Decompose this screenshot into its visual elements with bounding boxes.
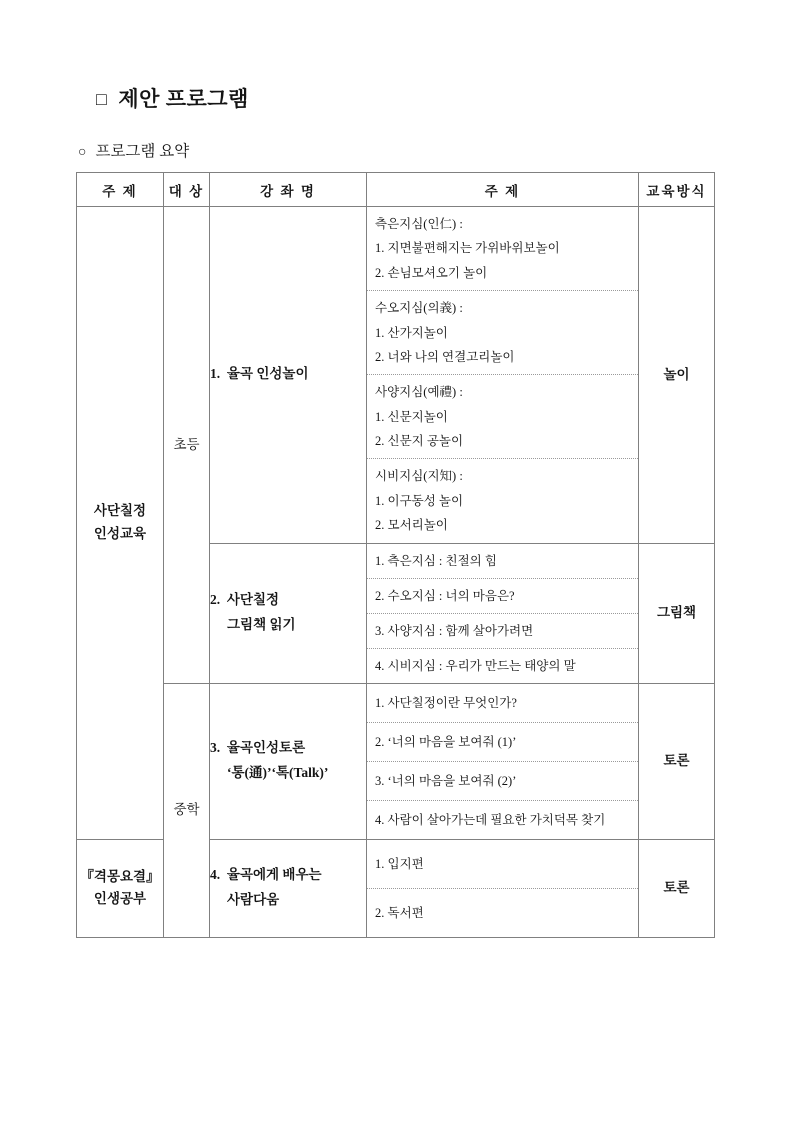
method-cell-picturebook: 그림책 [639,543,715,683]
subject-group [367,291,638,375]
target-cell-middle: 중학 [164,683,210,937]
subject-group-item: 2. 손님모셔오기 놀이 [375,265,488,280]
subject-row: 1. 측은지심 : 친절의 힘 [367,544,638,579]
course-2-line-2: 그림책 읽기 [227,617,296,632]
course-cell-3 [210,683,367,839]
page-title [96,83,249,113]
topic-line-1: 사단칠정 [93,503,147,519]
subject-group-item: 1. 산가지놀이 [375,325,448,340]
column-header-subject: 주 제 [367,173,639,207]
subject-group-item: 1. 이구동성 놀이 [375,493,464,508]
subject-group-head: 시비지심(지知) : [375,469,463,484]
subject-row-multiline [367,801,638,839]
course-cell-4 [210,839,367,937]
subject-row: 2. 수오지심 : 너의 마음은? [367,579,638,614]
course-4-line-2: 사람다움 [227,892,280,907]
subject-group-head: 측은지심(인仁) : [375,217,463,231]
table-row [77,207,715,544]
subject-cell-2 [367,543,639,683]
column-header-target: 대 상 [164,173,210,207]
subject-group-item: 2. 모서리놀이 [375,518,448,533]
topic-cell-gyeokmongyogyeol [77,839,164,937]
circle-bullet-icon: ○ [78,145,87,160]
section-subtitle [78,139,189,161]
method-cell-play: 놀이 [639,207,715,544]
course-3-line-2: ‘통(通)’‘톡(Talk)’ [227,765,329,780]
subject-group-list-1 [367,207,638,543]
course-1-line-1: 1. 율곡 인성놀이 [210,366,309,382]
program-summary-table [76,172,715,938]
subject-row: 1. 입지편 [367,840,638,889]
program-summary-table-wrapper [76,172,714,938]
subject-group-item: 2. 너와 나의 연결고리놀이 [375,349,515,364]
subject-cell-4 [367,839,639,937]
subject-row: 4. 시비지심 : 우리가 만드는 태양의 말 [375,658,576,673]
page-title-text: 제안 프로그램 [118,87,249,111]
subject-row: 3. 사양지심 : 함께 살아가려면 [367,614,638,649]
topic-line-2: 인생공부 [93,891,147,906]
target-cell-elementary: 초등 [164,207,210,684]
method-cell-debate-1: 토론 [639,683,715,839]
course-cell-1 [210,207,367,544]
course-4-line-1: 4. 율곡에게 배우는 [210,867,322,883]
subject-group-head: 수오지심(의義) : [375,301,463,316]
course-3-line-1: 3. 율곡인성토론 [210,740,306,756]
subject-row-line-2: 찾기 [581,812,606,827]
course-cell-2 [210,543,367,683]
course-2-line-1: 2. 사단칠정 [210,592,280,608]
square-bullet-icon: □ [96,89,108,109]
table-row [77,683,715,839]
subject-group-item: 2. 신문지 공놀이 [375,434,464,448]
subject-row: 2. 독서편 [375,905,424,920]
subject-row: 3. ‘너의 마음을 보여줘 (2)’ [367,762,638,801]
method-cell-debate-2: 토론 [639,839,715,937]
subject-group-head: 사양지심(예禮) : [375,385,463,400]
subject-row: 1. 사단칠정이란 무엇인가? [367,684,638,723]
topic-line-2: 인성교육 [93,525,147,541]
section-subtitle-text: 프로그램 요약 [95,143,190,160]
subject-group [367,207,638,291]
subject-group-item: 1. 지면불편해지는 가위바위보놀이 [375,241,560,256]
subject-group [367,459,638,542]
table-header-row [77,173,715,207]
column-header-method: 교육방식 [639,173,715,207]
subject-cell-1 [367,207,639,544]
column-header-course: 강 좌 명 [210,173,367,207]
subject-row: 2. ‘너의 마음을 보여줘 (1)’ [367,723,638,762]
subject-cell-3 [367,683,639,839]
subject-group [367,375,638,459]
subject-row-line-1: 4. 사람이 살아가는데 필요한 가치덕목 [375,812,579,827]
subject-group-item: 1. 신문지놀이 [375,409,448,424]
topic-cell-sadanchiljeong [77,207,164,840]
topic-line-1: 『격몽요결』 [80,868,160,884]
column-header-topic: 주 제 [77,173,164,207]
